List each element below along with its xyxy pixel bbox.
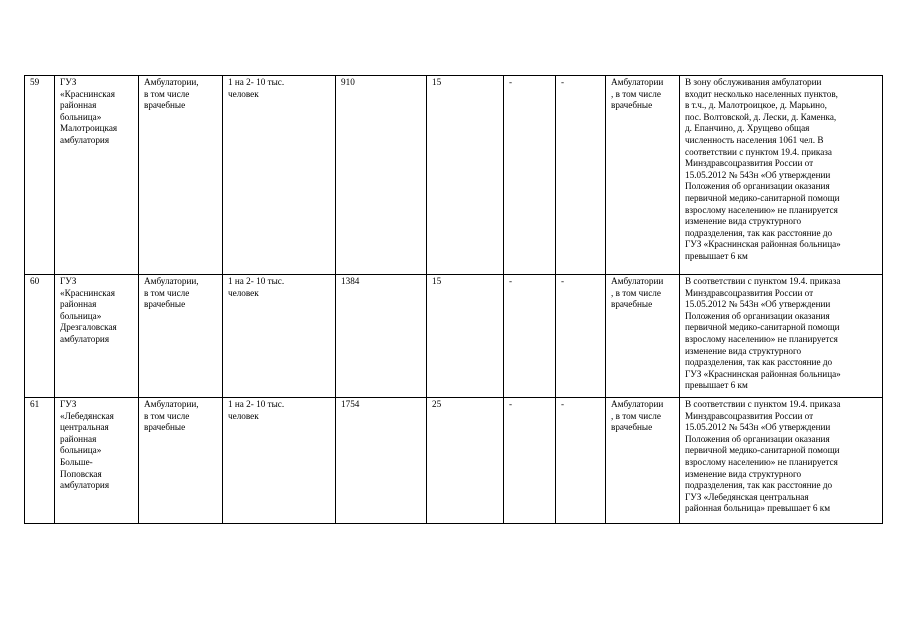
note-text: В соответствии с пунктом 19.4. приказа Минздравсоцразвития России от 15.05.2012 № 543н «Об утверждении Положения об организации оказания первичной медико-санитарной помощи взрослому населению» не планируется изменение вида структурного подразделения, так как расстояние до ГУЗ «Краснинская районная больница» превышает 6 км bbox=[680, 275, 883, 398]
column-7-value: - bbox=[504, 76, 556, 275]
note-text: В зону обслуживания амбулатории входит несколько населенных пунктов, в т.ч., д. Малотроицкое, д. Марьино, пос. Волтовской, д. Лески, д. Каменка, д. Епанчино, д. Хрущево общая численность населения 1061 чел. В соответствии с пунктом 19.4. приказа Минздравсоцразвития России от 15.05.2012 № 543н «Об утверждении Положения об организации оказания первичной медико-санитарной помощи взрослому населению» не планируется изменение вида структурного подразделения, так как расстояние до ГУЗ «Краснинская районная больница» превышает 6 км bbox=[680, 76, 883, 275]
column-8-value: - bbox=[556, 398, 606, 524]
column-7-value: - bbox=[504, 398, 556, 524]
distance-value: 15 bbox=[427, 275, 504, 398]
column-8-value: - bbox=[556, 76, 606, 275]
facilities-table bbox=[24, 75, 883, 524]
table-row bbox=[25, 76, 883, 275]
population-served: 910 bbox=[336, 76, 427, 275]
organization-name: ГУЗ «Краснинская районная больница» Дрезгаловская амбулатория bbox=[55, 275, 139, 398]
table-row bbox=[25, 398, 883, 524]
column-7-value: - bbox=[504, 275, 556, 398]
population-norm: 1 на 2- 10 тыс. человек bbox=[223, 76, 336, 275]
distance-value: 25 bbox=[427, 398, 504, 524]
column-8-value: - bbox=[556, 275, 606, 398]
facility-type: Амбулатории, в том числе врачебные bbox=[139, 76, 223, 275]
row-number: 59 bbox=[25, 76, 55, 275]
population-norm: 1 на 2- 10 тыс. человек bbox=[223, 275, 336, 398]
row-number: 61 bbox=[25, 398, 55, 524]
row-number: 60 bbox=[25, 275, 55, 398]
population-served: 1384 bbox=[336, 275, 427, 398]
facility-type: Амбулатории, в том числе врачебные bbox=[139, 275, 223, 398]
note-text: В соответствии с пунктом 19.4. приказа Минздравсоцразвития России от 15.05.2012 № 543н «Об утверждении Положения об организации оказания первичной медико-санитарной помощи взрослому населению» не планируется изменение вида структурного подразделения, так как расстояние до ГУЗ «Лебедянская центральная районная больница» превышает 6 км bbox=[680, 398, 883, 524]
organization-name: ГУЗ «Лебедянская центральная районная больница» Больше- Поповская амбулатория bbox=[55, 398, 139, 524]
population-served: 1754 bbox=[336, 398, 427, 524]
planned-form: Амбулатории , в том числе врачебные bbox=[606, 76, 680, 275]
distance-value: 15 bbox=[427, 76, 504, 275]
facility-type: Амбулатории, в том числе врачебные bbox=[139, 398, 223, 524]
table-row bbox=[25, 275, 883, 398]
planned-form: Амбулатории , в том числе врачебные bbox=[606, 275, 680, 398]
organization-name: ГУЗ «Краснинская районная больница» Малотроицкая амбулатория bbox=[55, 76, 139, 275]
population-norm: 1 на 2- 10 тыс. человек bbox=[223, 398, 336, 524]
planned-form: Амбулатории , в том числе врачебные bbox=[606, 398, 680, 524]
